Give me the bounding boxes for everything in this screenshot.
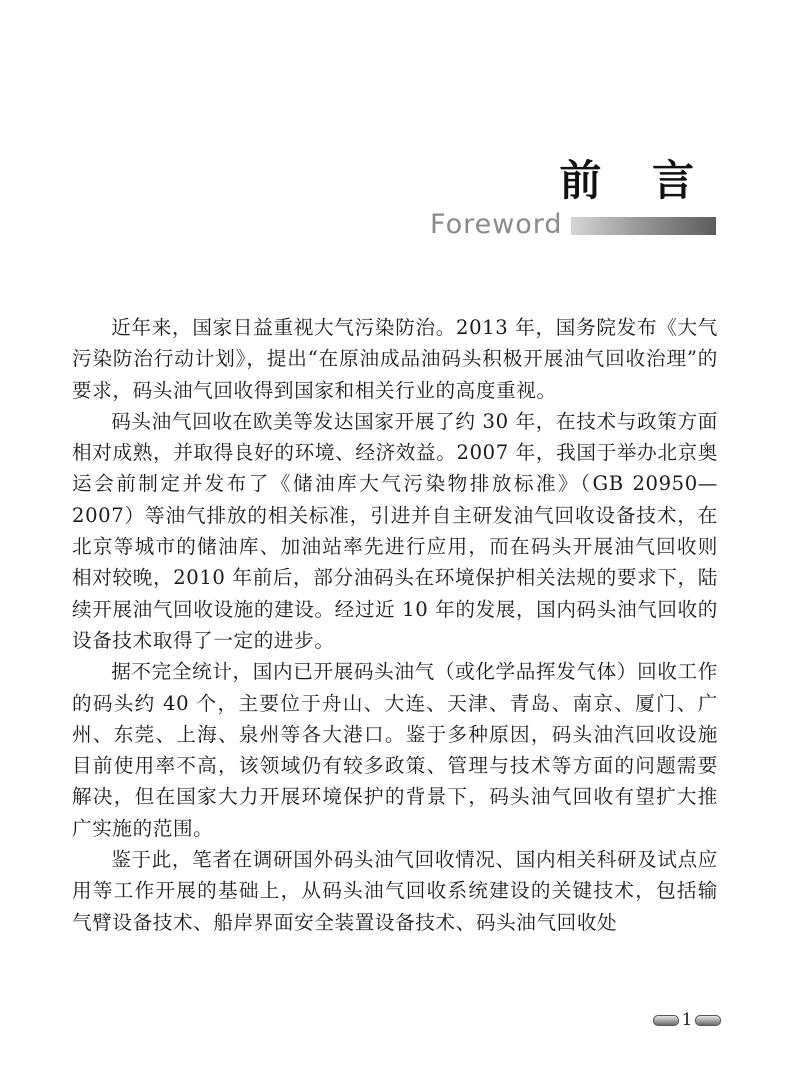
page-number	[652, 1010, 722, 1030]
page-number-value: 1	[681, 1009, 693, 1030]
page-number-right-ornament	[695, 1015, 721, 1026]
page-number-left-ornament	[653, 1015, 679, 1026]
paragraph-3: 据不完全统计，国内已开展码头油气（或化学品挥发气体）回收工作的码头约 40 个，主要位于舟山、大连、天津、青岛、南京、厦门、广州、东莞、上海、泉州等各大港口。鉴于多种原因，码头油汽回收设施目前使用率不高，该领域仍有较多政策、管理与技术等方面的问题需要解决，但在国家大力开展环境保护的背景下，码头油气回收有望扩大推广实施的范围。	[72, 660, 718, 840]
paragraph-2: 码头油气回收在欧美等发达国家开展了约 30 年，在技术与政策方面相对成熟，并取得良好的环境、经济效益。2007 年，我国于举办北京奥运会前制定并发布了《储油库大气污染物排放标准》（GB 20950—2007）等油气排放的相关标准，引进并自主研发油气回收设备技术，在北京等城市的储油库、加油站率先进行应用，而在码头开展油气回收则相对较晚，2010 年前后，部分油码头在环境保护相关法规的要求下，陆续开展油气回收设施的建设。经过近 10 年的发展，国内码头油气回收的设备技术取得了一定的进步。	[72, 409, 718, 652]
subtitle-row	[430, 207, 716, 241]
paragraph-1: 近年来，国家日益重视大气污染防治。2013 年，国务院发布《大气污染防治行动计划》，提出“在原油成品油码头积极开展油气回收治理”的要求，码头油气回收得到国家和相关行业的高度重视。	[72, 316, 718, 402]
page-title: 前 言	[559, 156, 712, 205]
title-gradient-bar	[571, 217, 716, 235]
paragraph-4: 鉴于此，笔者在调研国外码头油气回收情况、国内相关科研及试点应用等工作开展的基础上，从码头油气回收系统建设的关键技术，包括输气臂设备技术、船岸界面安全装置设备技术、码头油气回收处	[72, 848, 718, 934]
body-text	[72, 312, 718, 938]
english-title: Foreword	[430, 208, 563, 240]
